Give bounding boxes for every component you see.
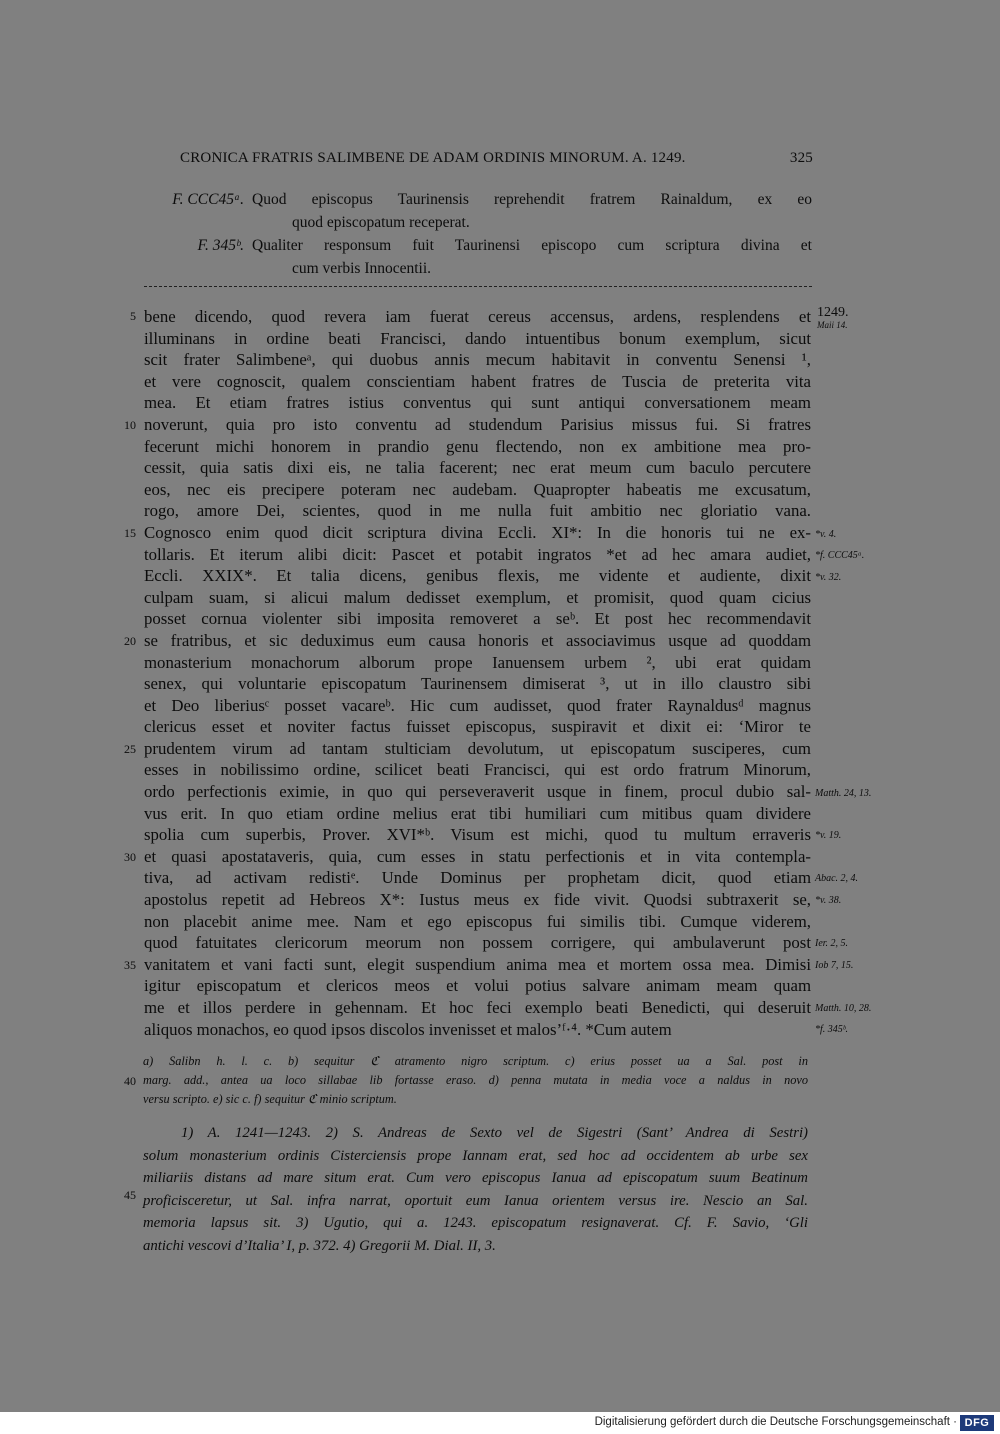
folio-reference: F. 345ᵇ.	[197, 237, 244, 254]
text-line: ordo perfectionis eximie, in quo qui perseveraverit usque in finem, procul dubio sal-	[144, 782, 811, 802]
text-line: prudentem virum ad tantam stulticiam devolutum, ut episcopatum susciperes, cum	[144, 738, 811, 758]
note-line: memoria lapsus sit. 3) Ugutio, qui a. 1243. episcopatum resignaverat. Cf. F. Savio, ‘Gli	[143, 1215, 808, 1231]
note-line: miliariis distans ad mare situm erat. Cum vero episcopus Ianua ad episcopatum suum Beatinum	[143, 1170, 808, 1186]
text-line: se fratribus, et sic deduximus eum causa honoris et associavimus usque ad quoddam	[144, 630, 811, 650]
note-line: antichi vescovi d’Italia’ I, p. 372. 4) Gregorii M. Dial. II, 3.	[143, 1237, 496, 1254]
chapter-summaries	[140, 188, 812, 280]
text-line: posset cornua violenter sibi imposita removeret a seᵇ. Et post hec recommendavit	[144, 609, 811, 629]
note-line: 1) A. 1241—1243. 2) S. Andreas de Sexto vel de Sigestri (Sant’ Andrea di Sestri)	[181, 1125, 808, 1141]
text-line: vus erit. In quo etiam ordine melius erat tibi humiliari cum mitibus quam dividere	[144, 803, 811, 823]
text-line: non placebit anime mee. Nam et ego episcopus fui similis tibi. Cumque viderem,	[144, 911, 811, 931]
margin-reference: *v. 19.	[815, 830, 842, 841]
margin-reference: *v. 4.	[815, 529, 837, 540]
line-number: 40	[124, 1074, 136, 1088]
text-line: et vere cognoscit, qualem conscientiam habent fratres de Tuscia de preterita vita	[144, 371, 811, 391]
margin-reference: *f. 345ᵇ.	[815, 1024, 848, 1035]
text-line: clericus esset et noviter factus fuisset episcopus, suspiravit et dixit ei: ‘Miror te	[144, 717, 811, 737]
text-line: tiva, ad activam redistiᵉ. Unde Dominus per prophetam dicit, quod etiam	[144, 868, 811, 888]
text-line: apostolus repetit ad Hebreos X*: Iustus meus ex fide vivit. Quodsi subtraxerit se,	[144, 890, 811, 910]
margin-reference: Matth. 24, 13.	[815, 788, 872, 799]
summary-text	[252, 234, 812, 280]
margin-reference: Ier. 2, 5.	[815, 938, 849, 949]
footnotes	[143, 1122, 808, 1257]
summary-entry	[140, 188, 812, 234]
line-number: 45	[124, 1188, 136, 1202]
summary-line: cum verbis Innocentii.	[292, 260, 432, 277]
margin-reference: *v. 38.	[815, 895, 842, 906]
text-line: me et illos perdere in gehennam. Et hoc feci exemplo beati Benedicti, qui deseruit	[144, 998, 811, 1017]
margin-reference: Iob 7, 15.	[815, 960, 854, 971]
running-title: CRONICA FRATRIS SALIMBENE DE ADAM ORDINIS MINORUM. A. 1249.	[180, 150, 686, 166]
text-line: fecerunt michi honorem in prandio genu flectendo, non ex ambitione mea pro-	[144, 436, 811, 456]
critical-apparatus	[143, 1052, 808, 1109]
margin-reference: *f. CCC45ᵃ.	[815, 550, 865, 561]
page-number: 325	[789, 150, 813, 166]
text-line: et quasi apostataveris, quia, cum esses in statu perfectionis et in vita contempla-	[144, 846, 811, 866]
margin-reference: Abac. 2, 4.	[815, 873, 859, 884]
text-line: vanitatem et vani facti sunt, elegit suspendium anima mea et mortem ossa mea. Dimisi	[144, 954, 811, 974]
text-line: illuminans in ordine beati Francisci, dando intuentibus bonum exemplum, sicut	[144, 328, 811, 348]
dfg-logo: DFG	[960, 1415, 994, 1431]
text-line: noverunt, quia pro isto conventu ad studendum Parisius missus fui. Si fratres	[144, 414, 811, 434]
text-line: mea. Et etiam fratres istius conventus qui sunt antiqui conversationem meam	[144, 393, 811, 413]
page-header	[180, 150, 813, 170]
text-line: esses in nobilissimo ordine, scilicet beati Francisci, qui est ordo fratrum Minorum,	[144, 760, 811, 780]
summary-line: Qualiter responsum fuit Taurinensi episcopo cum scriptura divina et	[252, 237, 812, 254]
apparatus-line: marg. add., antea ua loco sillabae lib fortasse eraso. d) penna mutata in media voce a naldus in novo	[143, 1073, 808, 1087]
line-number: 5	[130, 309, 136, 323]
apparatus-line: versu scripto. e) sic c. f) sequitur ℭ minio scriptum.	[143, 1092, 397, 1106]
line-number: 20	[124, 634, 136, 648]
text-line: Eccli. XXIX*. Et talia dicens, genibus flexis, me vidente et audiente, dixit	[144, 566, 811, 586]
line-number: 10	[124, 418, 136, 432]
text-line: monasterium monachorum alborum prope Ianuensem urbem ², ubi erat quidam	[144, 652, 811, 672]
text-line: tollaris. Et iterum alibi dicit: Pascet et potabit ingratos *et ad hec amara audiet,	[144, 544, 811, 564]
text-line: igitur episcopatum et clericos meos et volui potius salvare animam meam quam	[144, 976, 811, 996]
text-line: rogo, amore Dei, scientes, quod in me nulla fuit ambitio nec gloriatio vana.	[144, 501, 811, 521]
text-line: cessit, quia satis dixi eis, ne talia facerent; nec erat meum cum baculo percutere	[144, 458, 811, 478]
margin-reference: Matth. 10, 28.	[815, 1003, 872, 1014]
text-line: senex, qui voluntarie episcopatum Taurinensem dimiserat ³, ut in illo claustro sibi	[144, 674, 811, 694]
line-number: 25	[124, 742, 136, 756]
margin-day: Maii 14.	[817, 320, 848, 330]
text-line: Cognosco enim quod dicit scriptura divina Eccli. XI*: In die honoris tui ne ex-	[144, 522, 811, 542]
line-number: 35	[124, 958, 136, 972]
note-line: proficisceretur, ut Sal. infra narrat, oportuit eum Ianua orientem versus ire. Nescio an Sal.	[143, 1192, 808, 1209]
text-line: aliquos monachos, eo quod ipsos discolos invenisset et malos’ᶠ·⁴. *Cum autem	[144, 1019, 672, 1039]
line-number: 30	[124, 850, 136, 864]
text-line: bene dicendo, quod revera iam fuerat cereus accensus, ardens, resplendens et	[144, 307, 811, 326]
line-number: 15	[124, 526, 136, 540]
summary-text	[252, 188, 812, 234]
margin-reference: *v. 32.	[815, 572, 842, 583]
margin-date	[817, 307, 849, 331]
funding-notice: Digitalisierung gefördert durch die Deutsche Forschungsgemeinschaft ·	[594, 1416, 957, 1428]
footer-bar	[0, 1412, 1000, 1434]
text-line: culpam suam, si alicui malum dedisset exemplum, et promisit, quod quam cicius	[144, 587, 811, 607]
text-line: spolia cum superbis, Prover. XVI*ᵇ. Visum est michi, quod tu multum erraveris	[144, 825, 811, 845]
main-text	[144, 306, 811, 1040]
apparatus-line: a) Salibn h. l. c. b) sequitur ℭ atramento nigro scriptum. c) erius posset ua a Sal. post in	[143, 1054, 808, 1068]
folio-reference: F. CCC45ᵃ.	[172, 191, 244, 208]
text-line: scit frater Salimbeneᵃ, qui duobus annis mecum habitavit in conventu Senensi ¹,	[144, 350, 811, 370]
summary-line: Quod episcopus Taurinensis reprehendit fratrem Rainaldum, ex eo	[252, 191, 812, 208]
summary-line: quod episcopatum receperat.	[292, 214, 470, 231]
text-line: eos, nec eis precipere poteram nec audebam. Quapropter habeatis me excusatum,	[144, 479, 811, 499]
text-line: quod fatuitates clericorum meorum non possem corrigere, qui ambulaverunt post	[144, 933, 811, 953]
text-line: et Deo liberiusᶜ posset vacareᵇ. Hic cum audisset, quod frater Raynaldusᵈ magnus	[144, 695, 811, 715]
note-line: solum monasterium ordinis Cisterciensis prope Iannam erat, sed hoc ad occidentem ab urbe sex	[143, 1147, 808, 1164]
separator-rule	[144, 286, 812, 287]
summary-entry	[140, 234, 812, 280]
margin-year: 1249.	[817, 305, 849, 320]
